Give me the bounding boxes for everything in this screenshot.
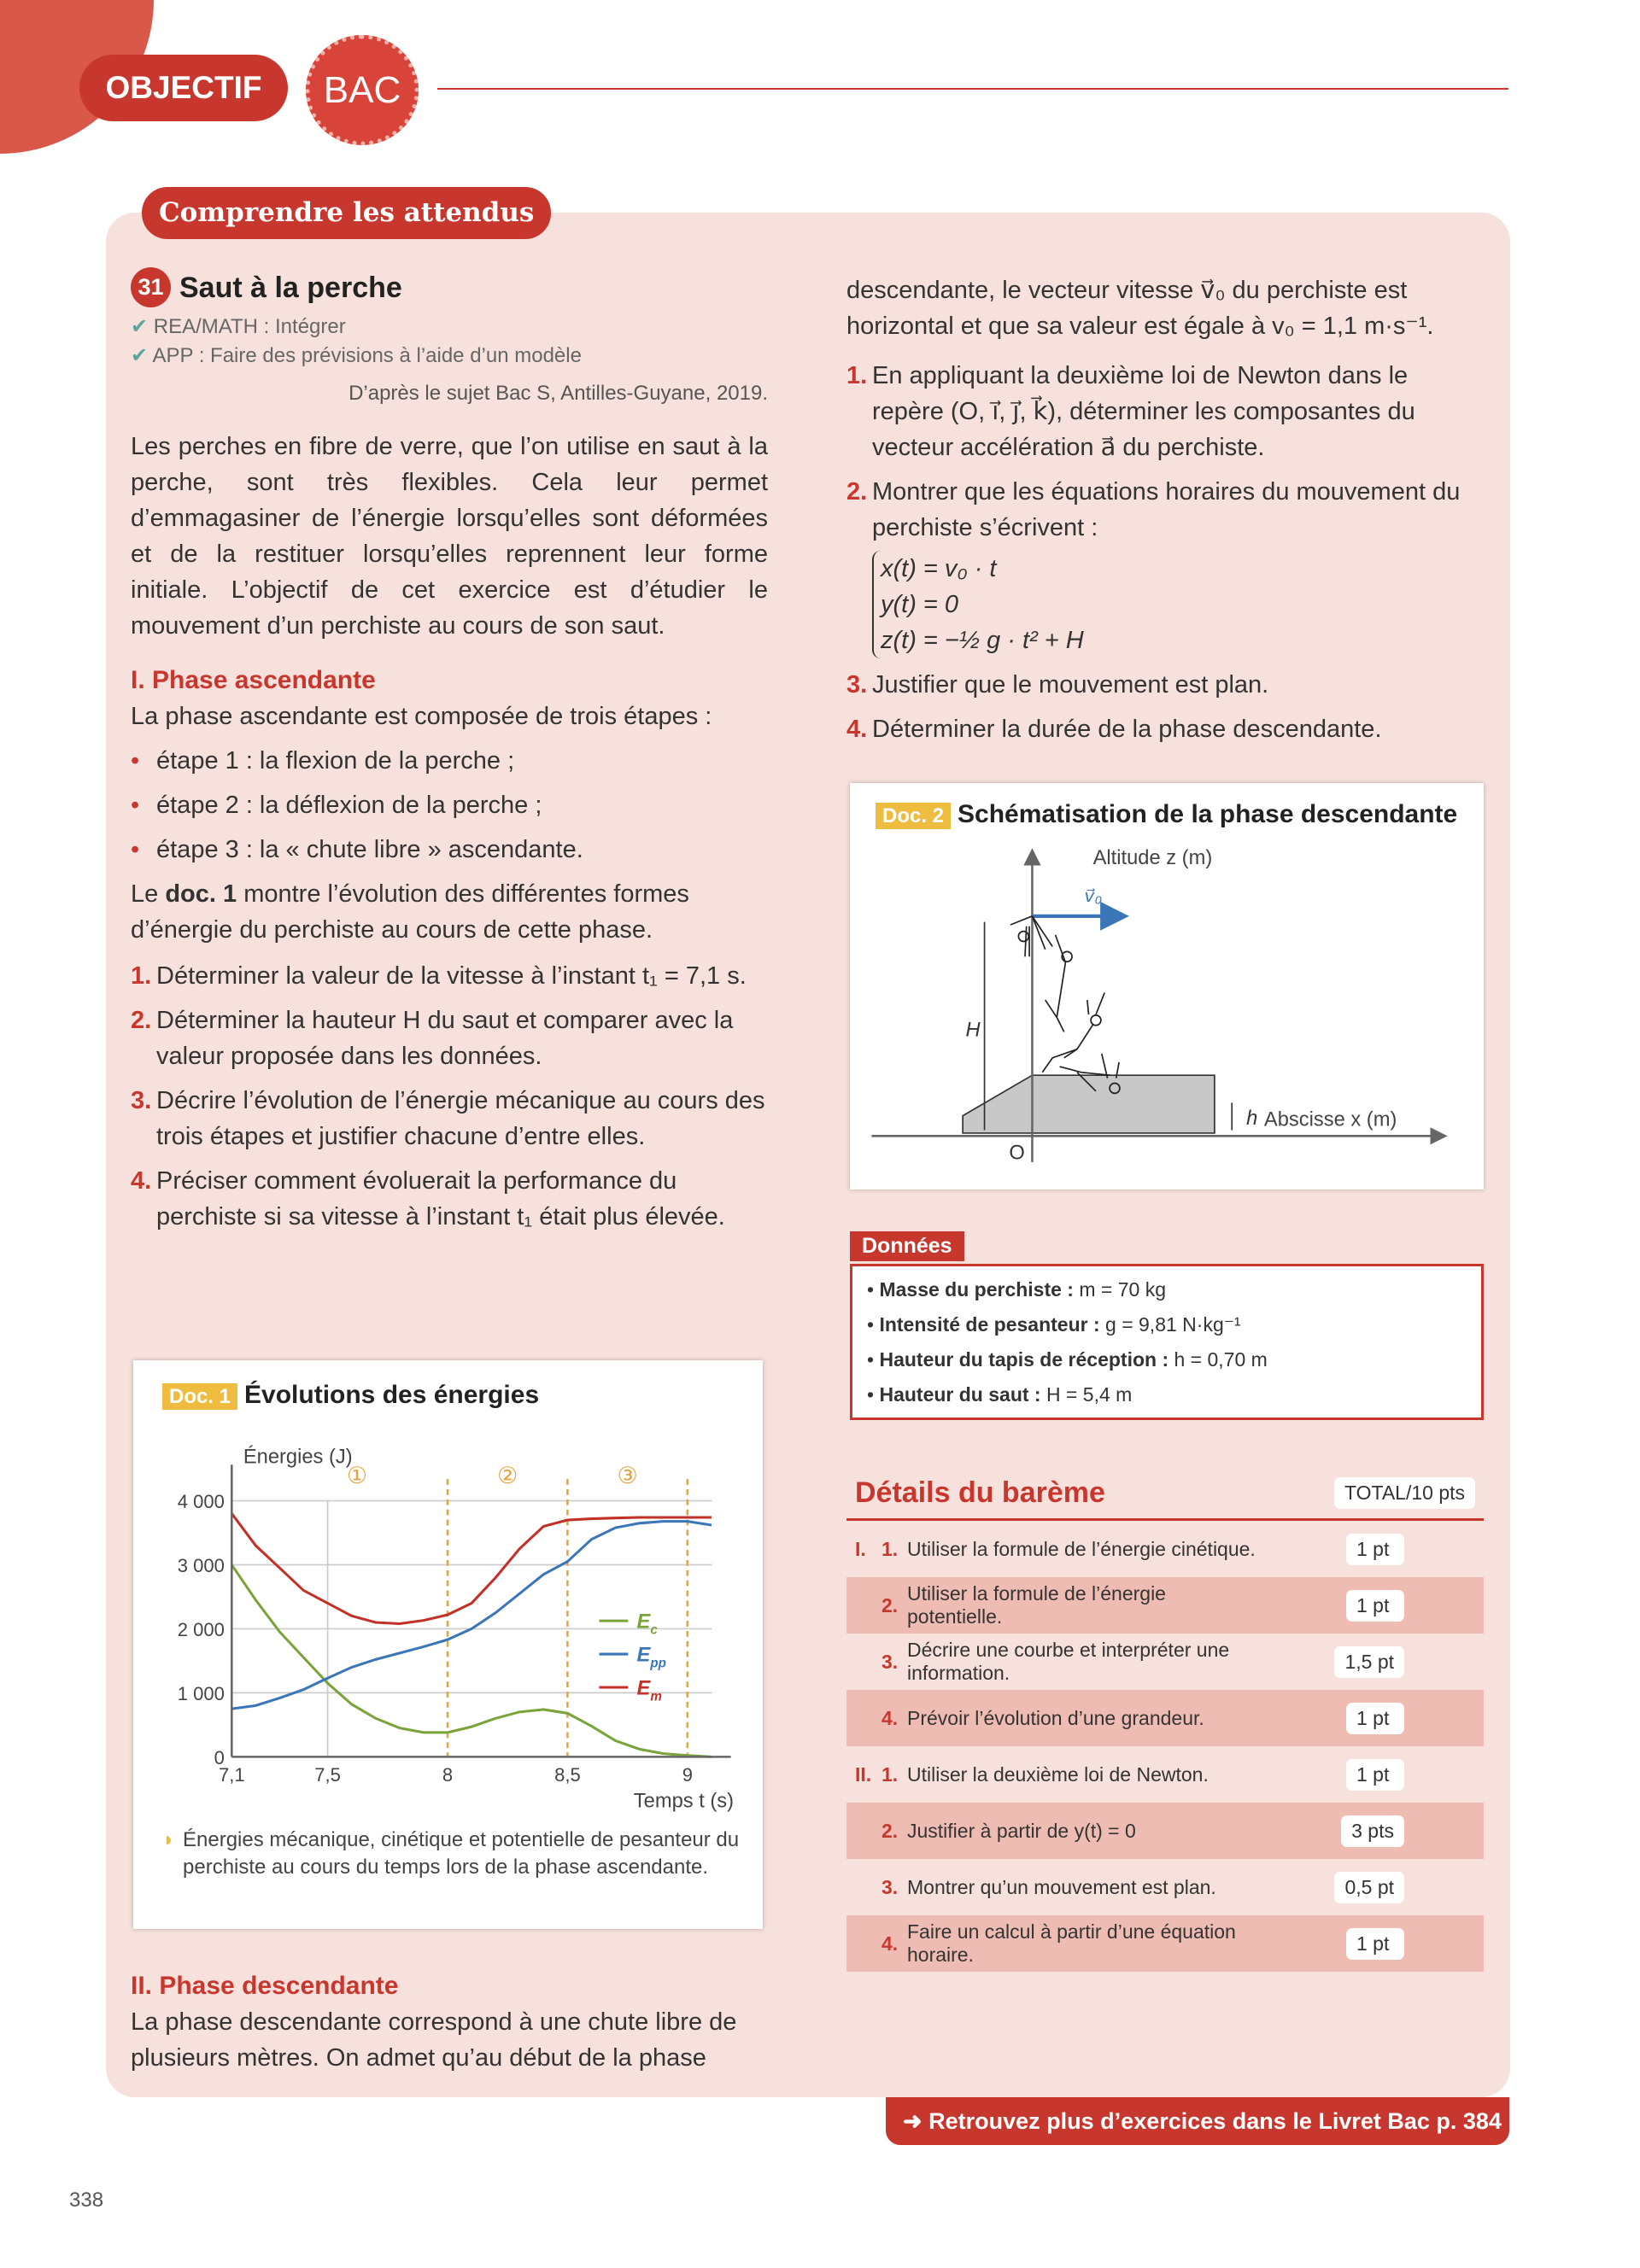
y-tick-label: 0 [214,1746,225,1768]
y-axis-label: Énergies (J) [243,1446,353,1469]
doc1-card [133,1360,763,1929]
doc-tag: Doc. 1 [162,1383,237,1410]
x-tick-label: 8,5 [554,1764,581,1786]
equations: x(t) = v₀ · t y(t) = 0 z(t) = −½ g · t² + H [872,551,1484,658]
question: 3. Décrire l’évolution de l’énergie mécanique au cours des trois étapes et justifier chacune d’entre elles. [131,1087,765,1150]
livret-bac-link[interactable]: ➜ Retrouvez plus d’exercices dans le Livret Bac p. 384 [886,2097,1509,2145]
step: • étape 3 : la « chute libre » ascendante. [131,832,768,868]
question: 1. Déterminer la valeur de la vitesse à l’instant t₁ = 7,1 s. [131,962,747,990]
doc-title: Schématisation de la phase descendante [958,800,1458,828]
arrow-right-icon: ➜ [903,2108,922,2134]
bareme-row: I. 1. Utiliser la formule de l’énergie cinétique. 1 pt [846,1521,1484,1577]
donnee: • Hauteur du tapis de réception : h = 0,70 m [867,1348,1268,1371]
doc-reference: Le doc. 1 montre l’évolution des différentes formes d’énergie du perchiste au cours de cette phase. [131,880,689,944]
points-badge: 1 pt [1346,1928,1404,1960]
bareme-row: 4. Faire un calcul à partir d’une équation horaire. 1 pt [846,1915,1484,1972]
stage-label: ② [497,1462,518,1489]
caption-bullet-icon: ◗ [162,1828,175,1851]
question: 1. En appliquant la deuxième loi de Newton dans le repère (O, i⃗, j⃗, k⃗), déterminer les composantes du vecteur accélération a⃗ du perchiste. [846,362,1415,461]
bareme-title: Détails du barème [855,1476,1105,1509]
left-column [131,267,768,1243]
bareme-header [846,1476,1484,1521]
check-icon: ✔ [131,315,149,338]
skills [131,313,768,371]
doc-tag: Doc. 2 [876,803,951,829]
points-badge: 1 pt [1346,1703,1404,1734]
x-axis-label: Temps t (s) [633,1790,735,1813]
bac-seal: BAC [306,35,419,145]
points-badge: 1 pt [1346,1534,1404,1565]
intro: Les perches en fibre de verre, que l’on utilise en saut à la perche, sont très flexibles. Cela leur permet d’emmagasiner de l’énergie lorsqu’elles sont déformées et de la restituer lorsqu’elles reprennent leur forme initiale. L’objectif de cet exercice est d’étudier le mouvement d’un perchiste au cours de son saut. [131,433,768,640]
step: • étape 1 : la flexion de la perche ; [131,743,768,779]
x-tick-label: 8 [442,1764,454,1786]
h-label: h [1246,1107,1258,1130]
section-label: Comprendre les attendus [142,187,551,239]
legend-label-Ec: $E_c$ [636,1610,658,1638]
part2-text-cont: descendante, le vecteur vitesse v⃗₀ du perchiste est horizontal et que sa valeur est égale à v₀ = 1,1 m·s⁻¹. [846,277,1434,340]
points-badge: 1 pt [1346,1759,1404,1791]
bareme-row: 2. Justifier à partir de y(t) = 0 3 pts [846,1803,1484,1859]
question: 4. Déterminer la durée de la phase descendante. [846,716,1382,743]
header-rule [437,88,1508,90]
part2-start [131,1968,768,2076]
points-badge: 0,5 pt [1334,1872,1404,1903]
athlete-figures [1010,916,1120,1094]
x-tick-label: 9 [682,1764,693,1786]
bareme-total: TOTAL/10 pts [1334,1477,1475,1509]
part1-lead: La phase ascendante est composée de trois étapes : [131,703,712,730]
part2-questions [846,358,1484,747]
legend-label-Epp: $E_{pp}$ [636,1644,666,1671]
x-axis-label: Abscisse x (m) [1263,1108,1397,1131]
question: 2. Déterminer la hauteur H du saut et comparer avec la valeur proposée dans les données. [131,1007,734,1070]
bareme-row: 4. Prévoir l’évolution d’une grandeur. 1 pt [846,1690,1484,1746]
part2-title: II. Phase descendante [131,1972,399,2000]
question: 4. Préciser comment évoluerait la performance du perchiste si sa vitesse à l’instant t₁ était plus élevée. [131,1167,725,1230]
page-number: 338 [69,2189,104,2212]
check-icon: ✔ [131,344,149,367]
doc1-header [162,1381,539,1410]
descent-diagram [850,783,1484,1190]
bareme [846,1476,1484,1972]
x-tick-label: 7,5 [314,1764,341,1786]
legend-label-Em: $E_m$ [636,1677,662,1704]
objectif-badge: OBJECTIF [79,55,288,121]
exercise-title: Saut à la perche [179,271,402,304]
source: D’après le sujet Bac S, Antilles-Guyane, 2019. [348,382,768,405]
points-badge: 1,5 pt [1334,1646,1404,1678]
donnees-box [850,1264,1484,1420]
part1-questions [131,958,768,1235]
bareme-row: 3. Montrer qu’un mouvement est plan. 0,5 pt [846,1859,1484,1915]
skill: REA/MATH : Intégrer [153,315,346,338]
doc-title: Évolutions des énergies [244,1381,540,1409]
y-tick-label: 2 000 [177,1618,225,1640]
bareme-row: II. 1. Utiliser la deuxième loi de Newton. 1 pt [846,1746,1484,1803]
z-axis-label: Altitude z (m) [1092,846,1213,869]
stage-label: ③ [617,1462,638,1489]
donnee: • Masse du perchiste : m = 70 kg [867,1278,1167,1301]
bareme-row: 2. Utiliser la formule de l’énergie potentielle. 1 pt [846,1577,1484,1634]
steps-list [131,743,768,868]
H-label: H [965,1019,981,1042]
right-column [846,272,1484,756]
v0-label: v⃗₀ [1084,886,1103,906]
origin-label: O [1009,1142,1025,1165]
question: 2. Montrer que les équations horaires du mouvement du perchiste s’écrivent : x(t) = v₀ · t y(t) = 0 z(t) = −½ g · t² + H [846,474,1484,658]
series-line-Em [231,1513,712,1623]
doc1-caption: ◗ Énergies mécanique, cinétique et potentielle de pesanteur du perchiste au cours du temps lors de la phase ascendante. [162,1828,740,1879]
stage-label: ① [346,1462,368,1489]
part2-text: La phase descendante correspond à une chute libre de plusieurs mètres. On admet qu’au début de la phase [131,2008,737,2072]
donnee: • Intensité de pesanteur : g = 9,81 N·kg⁻¹ [867,1313,1241,1336]
y-tick-label: 4 000 [177,1491,225,1513]
points-badge: 3 pts [1341,1815,1404,1847]
donnee: • Hauteur du saut : H = 5,4 m [867,1383,1133,1406]
exercise-number: 31 [131,267,171,307]
points-badge: 1 pt [1346,1590,1404,1622]
y-tick-label: 1 000 [177,1682,225,1704]
bareme-row: 3. Décrire une courbe et interpréter une information. 1,5 pt [846,1634,1484,1690]
bareme-rows [846,1521,1484,1972]
exercise-heading [131,267,768,307]
y-tick-label: 3 000 [177,1554,225,1576]
skill: APP : Faire des prévisions à l’aide d’un modèle [152,344,582,367]
step: • étape 2 : la déflexion de la perche ; [131,787,768,823]
doc2-card [850,783,1484,1190]
part1-title: I. Phase ascendante [131,666,376,694]
energy-chart [133,1418,763,1881]
x-tick-label: 7,1 [218,1764,245,1786]
question: 3. Justifier que le mouvement est plan. [846,671,1269,699]
donnees-title: Données [850,1231,964,1261]
